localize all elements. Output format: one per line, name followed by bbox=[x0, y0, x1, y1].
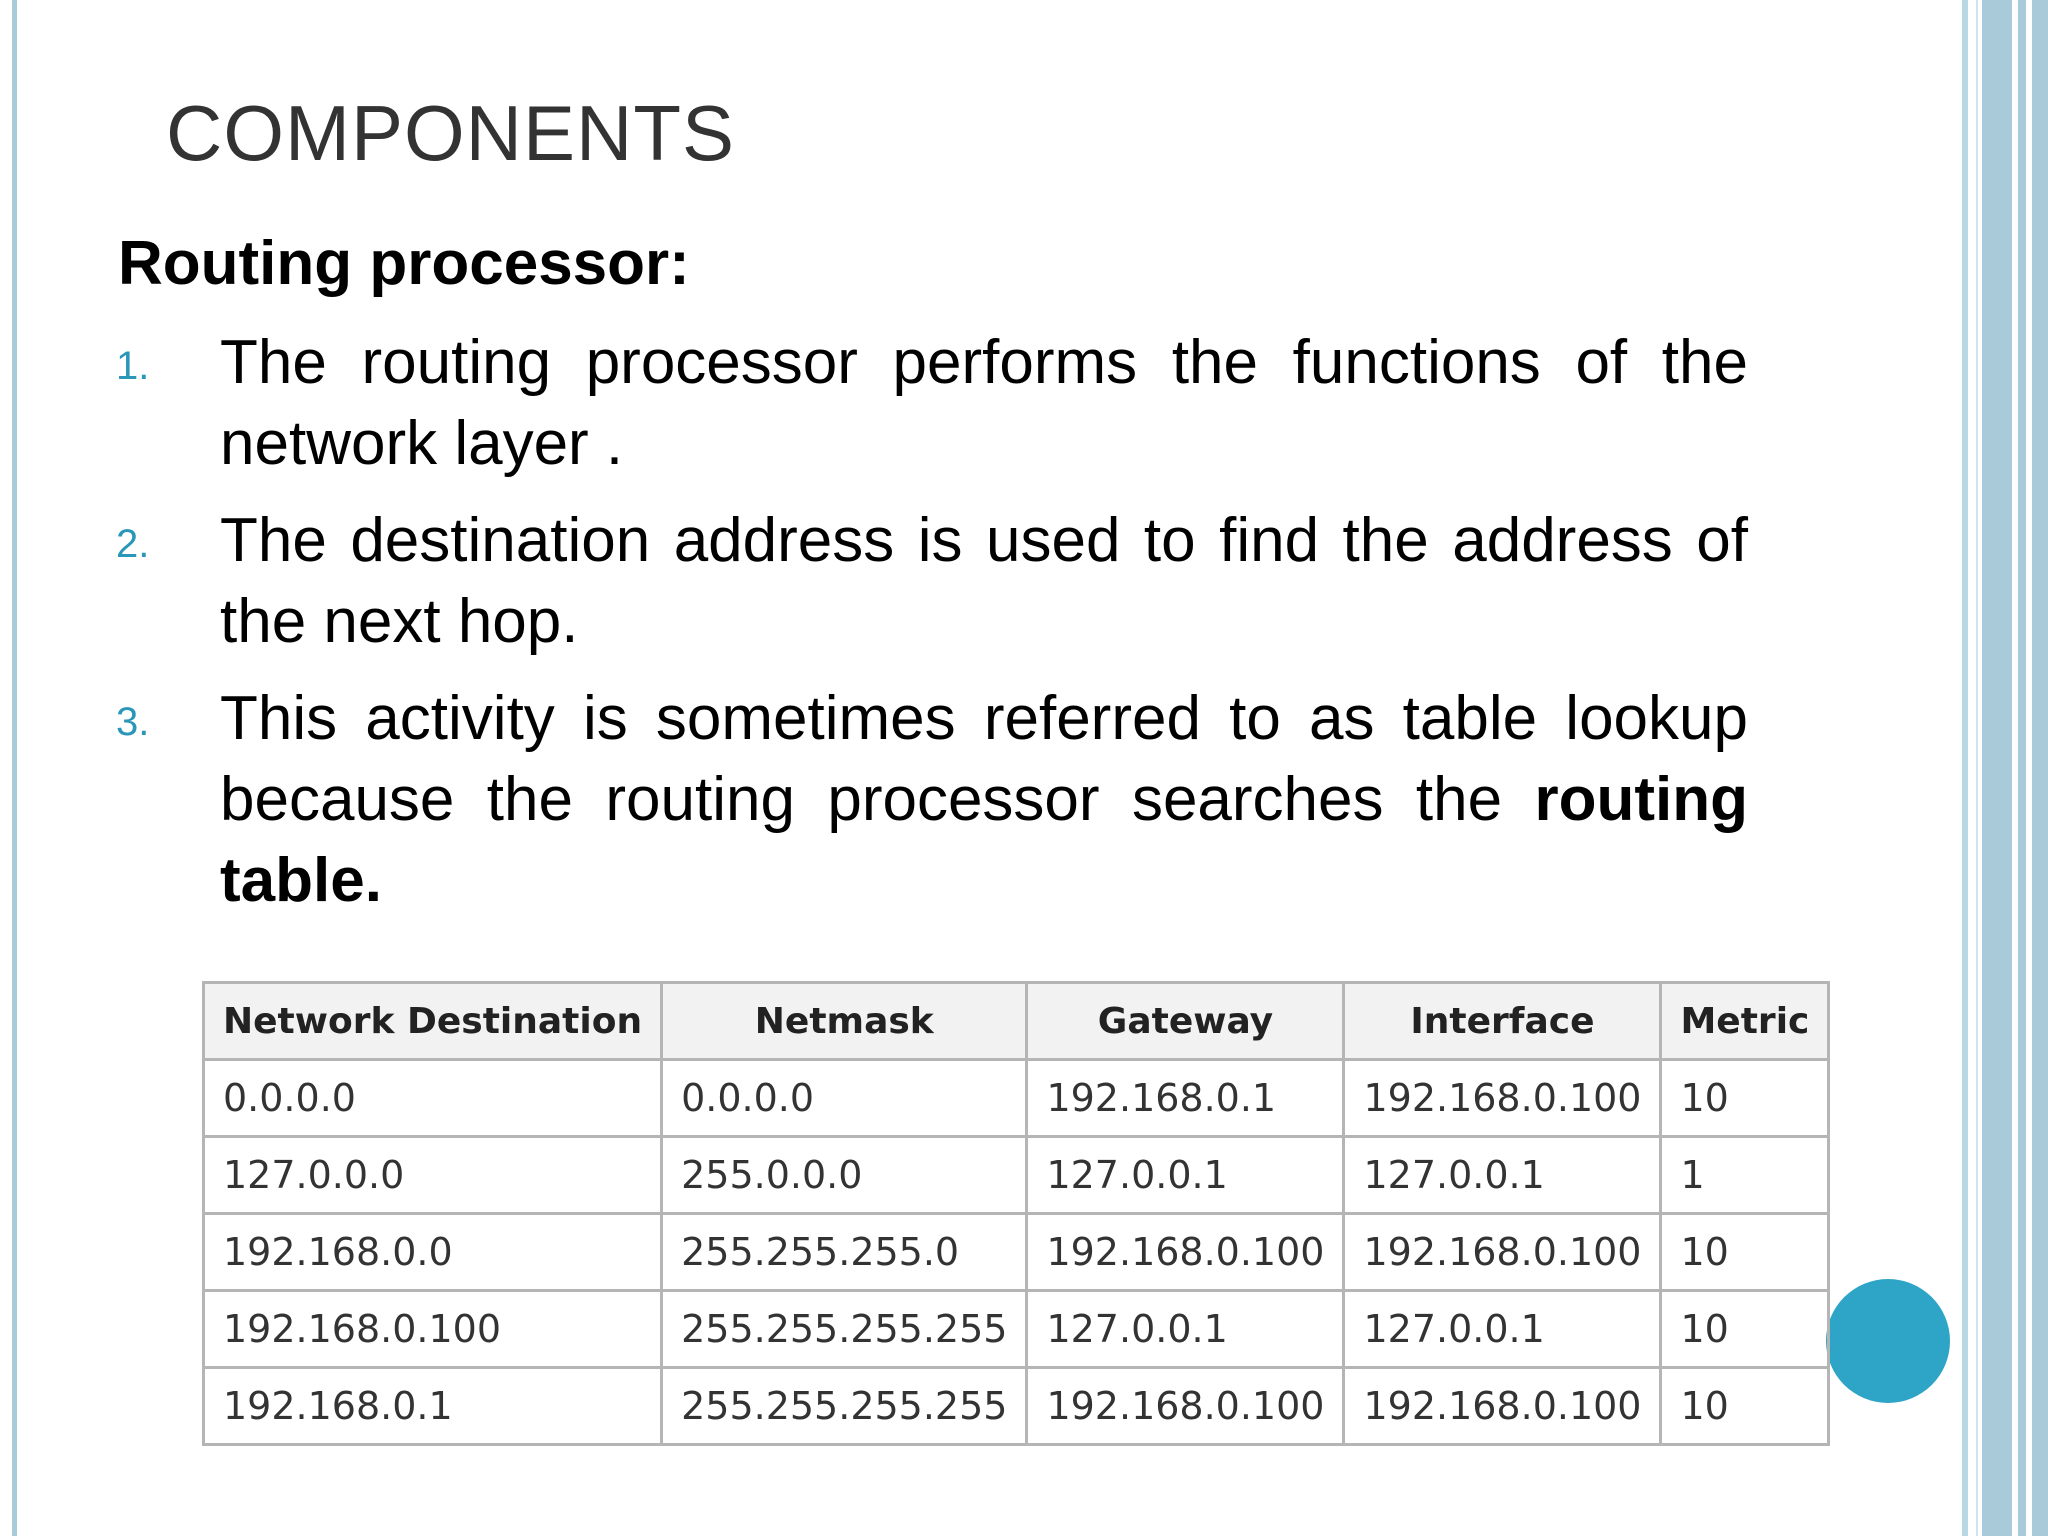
right-stripe bbox=[1976, 0, 1978, 1536]
table-cell: 255.255.255.0 bbox=[662, 1214, 1027, 1291]
section-heading: Routing processor: bbox=[118, 229, 690, 298]
table-cell: 192.168.0.100 bbox=[204, 1291, 662, 1368]
table-row bbox=[204, 1214, 1829, 1291]
table-cell: 255.255.255.255 bbox=[662, 1368, 1027, 1445]
list-item bbox=[116, 500, 1748, 662]
column-header-metric: Metric bbox=[1661, 983, 1829, 1060]
table-cell: 1 bbox=[1661, 1137, 1829, 1214]
right-stripe bbox=[1982, 0, 2012, 1536]
table-cell: 127.0.0.1 bbox=[1344, 1291, 1661, 1368]
table-cell: 192.168.0.1 bbox=[204, 1368, 662, 1445]
table-cell: 0.0.0.0 bbox=[662, 1060, 1027, 1137]
table-cell: 10 bbox=[1661, 1291, 1829, 1368]
list-item bbox=[116, 678, 1748, 921]
table-cell: 255.0.0.0 bbox=[662, 1137, 1027, 1214]
table-row bbox=[204, 1137, 1829, 1214]
table-row bbox=[204, 1060, 1829, 1137]
table-cell: 192.168.0.100 bbox=[1027, 1368, 1344, 1445]
table-cell: 192.168.0.100 bbox=[1344, 1368, 1661, 1445]
left-border bbox=[12, 0, 17, 1536]
list-number: 2. bbox=[116, 522, 150, 566]
table-cell: 192.168.0.100 bbox=[1344, 1060, 1661, 1137]
routing-table bbox=[202, 981, 1830, 1446]
table-cell: 192.168.0.100 bbox=[1344, 1214, 1661, 1291]
list-item-text bbox=[220, 678, 1748, 921]
right-stripe bbox=[2018, 0, 2026, 1536]
slide-title: COMPONENTS bbox=[166, 89, 736, 177]
table-row bbox=[204, 1368, 1829, 1445]
column-header-network-destination: Network Destination bbox=[204, 983, 662, 1060]
column-header-gateway: Gateway bbox=[1027, 983, 1344, 1060]
column-header-netmask: Netmask bbox=[662, 983, 1027, 1060]
list-number: 1. bbox=[116, 344, 150, 388]
table-cell: 127.0.0.1 bbox=[1027, 1137, 1344, 1214]
table-cell: 10 bbox=[1661, 1214, 1829, 1291]
list-item-text: The routing processor performs the functions of the network layer . bbox=[220, 328, 1748, 478]
table-cell: 0.0.0.0 bbox=[204, 1060, 662, 1137]
table-cell: 192.168.0.100 bbox=[1027, 1214, 1344, 1291]
table-header-row bbox=[204, 983, 1829, 1060]
table-cell: 127.0.0.0 bbox=[204, 1137, 662, 1214]
table-cell: 255.255.255.255 bbox=[662, 1291, 1027, 1368]
table-cell: 127.0.0.1 bbox=[1344, 1137, 1661, 1214]
bullet-list bbox=[116, 322, 1748, 937]
right-stripe bbox=[1962, 0, 1968, 1536]
column-header-interface: Interface bbox=[1344, 983, 1661, 1060]
decorative-circle bbox=[1826, 1279, 1950, 1403]
table-cell: 192.168.0.0 bbox=[204, 1214, 662, 1291]
list-item bbox=[116, 322, 1748, 484]
list-item-text-part: This activity is sometimes referred to as table lookup because the routing processor searches the bbox=[220, 684, 1748, 834]
table-row bbox=[204, 1291, 1829, 1368]
table-cell: 10 bbox=[1661, 1368, 1829, 1445]
routing-table-emphasis: routing table. bbox=[220, 765, 1748, 915]
table-cell: 127.0.0.1 bbox=[1027, 1291, 1344, 1368]
table-cell: 192.168.0.1 bbox=[1027, 1060, 1344, 1137]
list-number: 3. bbox=[116, 700, 150, 744]
table-cell: 10 bbox=[1661, 1060, 1829, 1137]
right-stripe bbox=[2032, 0, 2048, 1536]
routing-table-container bbox=[202, 981, 1830, 1446]
list-item-text: The destination address is used to find the address of the next hop. bbox=[220, 506, 1748, 656]
